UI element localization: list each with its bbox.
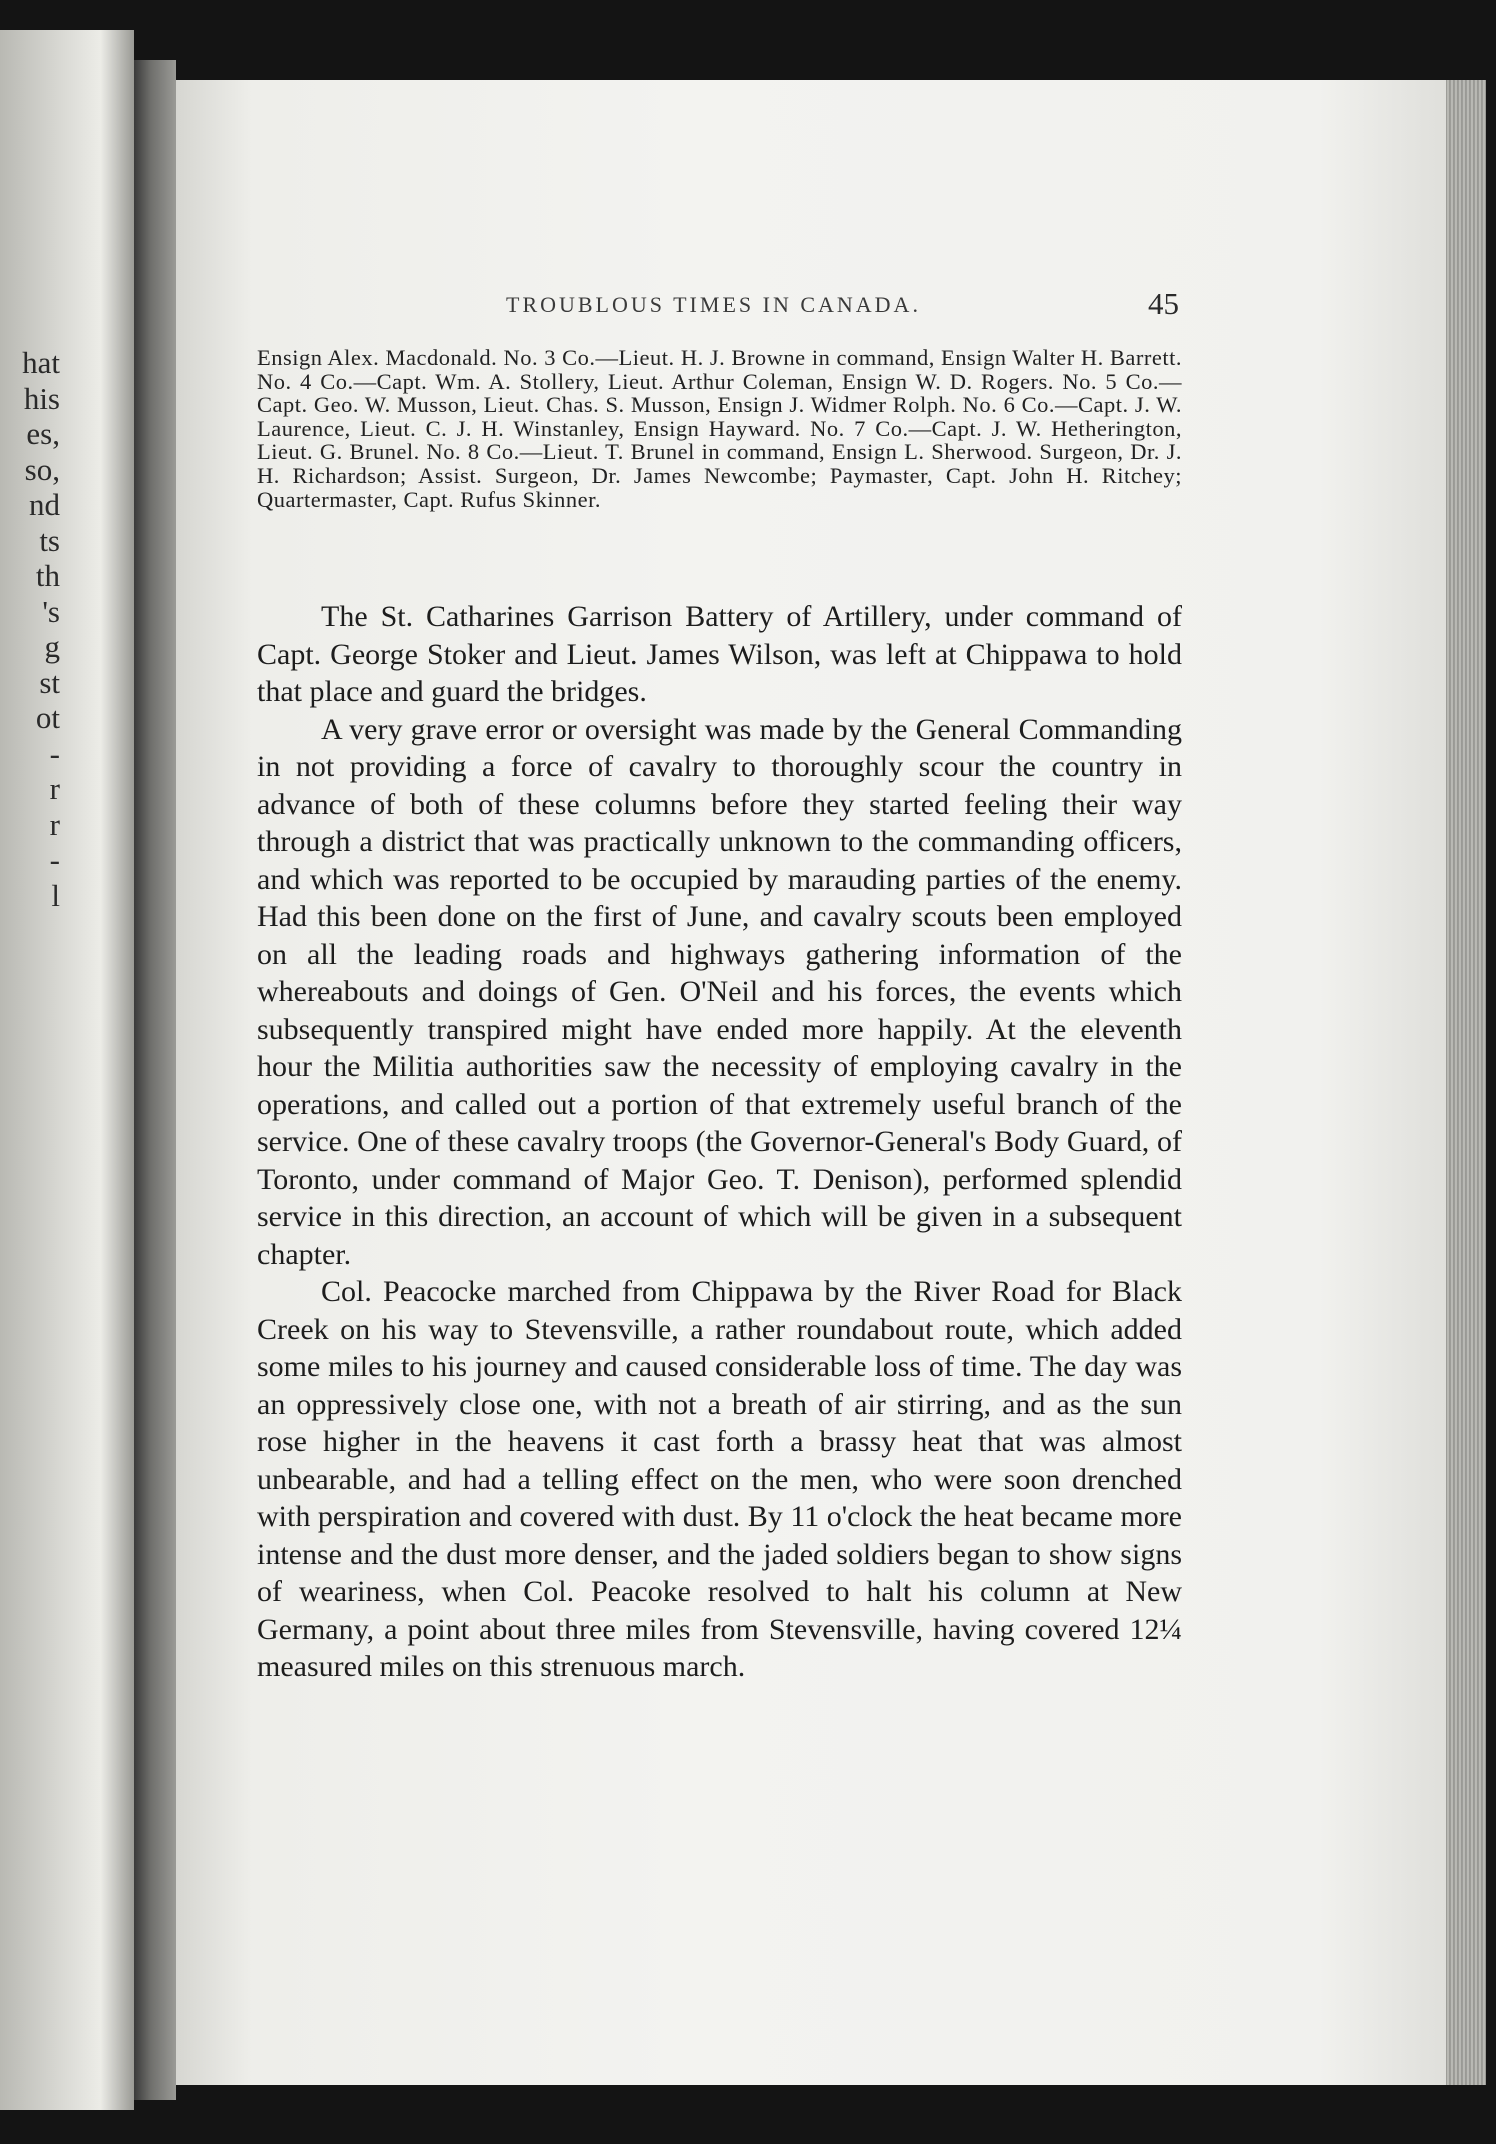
paragraph: A very grave error or oversight was made by the General Commanding in not providing a force of cavalry to thoroughly scour the country in advance of both of these columns before they started feeling their way through a district that was practically unknown to the commanding officers, and which was reported to be occupied by marauding parties of the enemy. Had this been done on the first of June, and cavalry scouts been employed on all the leading roads and highways gathering information of the whereabouts and doings of Gen. O'Neil and his forces, the events which subsequently transpired might have ended more happily. At the eleventh hour the Militia authorities saw the necessity of employing cavalry in the operations, and called out a portion of that extremely useful branch of the service. One of these cavalry troops (the Governor-General's Body Guard, of Toronto, under command of Major Geo. T. Denison), performed splendid service in this direction, an account of which will be given in a subsequent chapter. [257,712,1182,1271]
fragment-line: his [23,380,60,416]
page-number: 45 [1148,286,1179,321]
page-edges [1446,80,1486,2085]
body-text [257,598,1182,1686]
left-page-text-fragments [0,345,60,913]
fragment-line: so, [24,451,60,487]
paragraph: The St. Catharines Garrison Battery of Artillery, under command of Capt. George Stoker and Lieut. James Wilson, was left at Chippawa to hold that place and guard the bridges. [257,600,1182,708]
fragment-line: r [49,806,60,842]
fragment-line: - [49,842,60,877]
left-page [0,30,134,2110]
book-gutter [134,60,176,2100]
running-head: TROUBLOUS TIMES IN CANADA. [506,292,921,317]
fragment-line: - [49,735,60,771]
paragraph: Col. Peacocke marched from Chippawa by the River Road for Black Creek on his way to Stevensville, a rather roundabout route, which added some miles to his journey and caused considerable loss of time. The day was an oppressively close one, with not a breath of air stirring, and as the sun rose higher in the heavens it cast forth a brassy heat that was almost unbearable, and had a telling effect on the men, who were soon drenched with perspiration and covered with dust. By 11 o'clock the heat became more intense and the dust more denser, and the jaded soldiers began to show signs of weariness, when Col. Peacoke resolved to halt his column at New Germany, a point about three miles from Stevensville, having covered 12¼ measured miles on this strenuous march. [257,1275,1182,1683]
fragment-line: th [35,558,60,593]
fragment-line: st [39,664,60,700]
fragment-line: l [51,877,60,913]
fragment-line: nd [29,487,60,522]
fragment-line: hat [22,345,60,380]
fragment-line: ts [39,522,60,558]
fragment-line: g [44,629,60,664]
fragment-line: ot [35,700,60,735]
footnote: Ensign Alex. Macdonald. No. 3 Co.—Lieut. H. J. Browne in command, Ensign Walter H. Barrett. No. 4 Co.—Capt. Wm. A. Stollery, Lieut. Arthur Coleman, Ensign W. D. Rogers. No. 5 Co.—Capt. Geo. W. Musson, Lieut. Chas. S. Musson, Ensign J. Widmer Rolph. No. 6 Co.—Capt. J. W. Laurence, Lieut. C. J. H. Winstanley, Ensign Hayward. No. 7 Co.—Capt. J. W. Hetherington, Lieut. G. Brunel. No. 8 Co.—Lieut. T. Brunel in command, Ensign L. Sherwood. Surgeon, Dr. J. H. Richardson; Assist. Surgeon, Dr. James Newcombe; Paymaster, Capt. John H. Ritchey; Quartermaster, Capt. Rufus Skinner. [257,345,1182,512]
fragment-line: r [49,771,60,806]
fragment-line: es, [26,416,60,451]
fragment-line: 's [42,593,60,629]
